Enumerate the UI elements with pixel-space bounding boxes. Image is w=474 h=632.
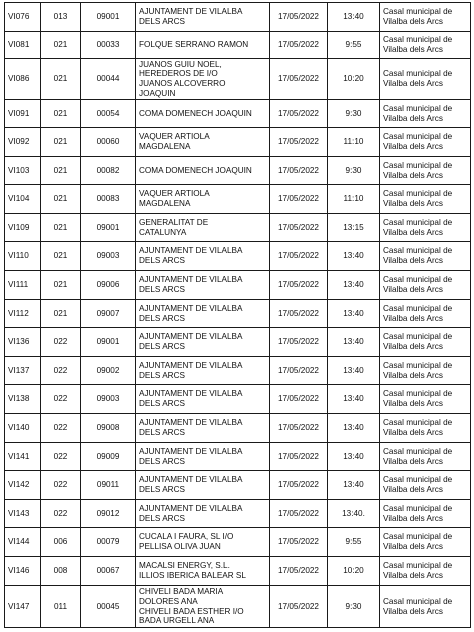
cell-owner-line: AJUNTAMENT DE VILALBA [139, 360, 243, 370]
cell-owner-line: PELLISA OLIVA JUAN [139, 542, 221, 551]
cell-poligon: 021 [41, 185, 81, 214]
cell-place-line: Casal municipal de [383, 503, 453, 513]
cell-owner [136, 586, 270, 628]
cell-owner-line: DELS ARCS [139, 370, 185, 380]
cell-time: 13:40 [328, 328, 380, 357]
cell-parcel: 09012 [81, 500, 136, 528]
cell-owner [136, 500, 270, 528]
cell-parcel: 00083 [81, 185, 136, 214]
cell-place-line: Vilalba dels Arcs [383, 199, 443, 208]
cell-owner-line: DELS ARCS [139, 342, 185, 351]
cell-place-line: Casal municipal de [383, 596, 453, 606]
cell-place-line: Casal municipal de [383, 7, 453, 17]
cell-poligon: 021 [41, 271, 81, 300]
cell-time: 13:40 [328, 300, 380, 328]
cell-date: 17/05/2022 [270, 357, 328, 385]
cell-time: 9:30 [328, 100, 380, 128]
cell-code: VI103 [5, 157, 41, 185]
cell-time: 9:55 [328, 32, 380, 59]
cell-place-line: Vilalba dels Arcs [383, 542, 443, 551]
cell-time: 9:30 [328, 586, 380, 628]
cell-date: 17/05/2022 [270, 443, 328, 471]
cell-owner-line: AJUNTAMENT DE VILALBA [139, 332, 243, 342]
cell-place-line: Casal municipal de [383, 160, 453, 170]
cell-date: 17/05/2022 [270, 557, 328, 586]
cell-code: VI111 [5, 271, 41, 300]
cell-owner-line: AJUNTAMENT DE VILALBA [139, 246, 243, 256]
cell-owner [136, 100, 270, 128]
cell-place [380, 32, 471, 59]
table-row [5, 528, 471, 557]
table-row [5, 32, 471, 59]
cell-time: 13:40 [328, 443, 380, 471]
cell-place-line: Vilalba dels Arcs [383, 227, 443, 237]
table-row [5, 586, 471, 628]
cell-place [380, 300, 471, 328]
table-row [5, 185, 471, 214]
cell-owner-line: AJUNTAMENT DE VILALBA [139, 275, 243, 285]
cell-place [380, 586, 471, 628]
cell-time: 13:40. [328, 500, 380, 528]
cell-poligon: 021 [41, 300, 81, 328]
cell-date: 17/05/2022 [270, 414, 328, 443]
cell-date: 17/05/2022 [270, 157, 328, 185]
cell-poligon: 022 [41, 443, 81, 471]
cell-poligon: 021 [41, 59, 81, 100]
cell-poligon: 022 [41, 500, 81, 528]
cell-parcel: 00082 [81, 157, 136, 185]
cell-time: 10:20 [328, 59, 380, 100]
cell-time: 13:40 [328, 471, 380, 500]
table-row [5, 500, 471, 528]
cell-place-line: Casal municipal de [383, 103, 453, 113]
cell-code: VI137 [5, 357, 41, 385]
cell-owner [136, 3, 270, 32]
table-row [5, 443, 471, 471]
cell-code: VI112 [5, 300, 41, 328]
cell-time: 10:20 [328, 557, 380, 586]
cell-owner-line: MAGDALENA [139, 142, 191, 151]
cell-place-line: Vilalba dels Arcs [383, 428, 443, 437]
cell-owner [136, 157, 270, 185]
cell-poligon: 021 [41, 100, 81, 128]
cell-owner [136, 557, 270, 586]
cell-date: 17/05/2022 [270, 500, 328, 528]
cell-place-line: Vilalba dels Arcs [383, 113, 443, 123]
cell-time: 11:10 [328, 185, 380, 214]
cell-owner-line: JUANOS ALCOVERRO [139, 79, 226, 88]
cell-code: VI142 [5, 471, 41, 500]
cell-date: 17/05/2022 [270, 300, 328, 328]
table-row [5, 557, 471, 586]
cell-code: VI109 [5, 214, 41, 242]
cell-place [380, 328, 471, 357]
cell-place-line: Casal municipal de [383, 217, 453, 227]
cell-place-line: Vilalba dels Arcs [383, 256, 443, 265]
cell-parcel: 00079 [81, 528, 136, 557]
cell-owner [136, 128, 270, 157]
cell-place-line: Vilalba dels Arcs [383, 606, 443, 616]
cell-parcel: 00054 [81, 100, 136, 128]
cell-date: 17/05/2022 [270, 471, 328, 500]
cell-place-line: Vilalba dels Arcs [383, 456, 443, 466]
cell-place-line: Casal municipal de [383, 303, 453, 313]
cell-code: VI092 [5, 128, 41, 157]
cell-poligon: 021 [41, 157, 81, 185]
cell-owner-line: DELS ARCS [139, 256, 185, 265]
cell-poligon: 021 [41, 32, 81, 59]
cell-owner-line: AJUNTAMENT DE VILALBA [139, 446, 243, 456]
cell-place [380, 185, 471, 214]
cell-parcel: 09008 [81, 414, 136, 443]
cell-parcel: 00045 [81, 586, 136, 628]
cell-code: VI147 [5, 586, 41, 628]
cell-owner-line: MAGDALENA [139, 199, 191, 208]
cell-owner-line: MACALSI ENERGY, S.L. [139, 561, 230, 571]
cell-place-line: Vilalba dels Arcs [383, 513, 443, 523]
cell-owner [136, 385, 270, 414]
cell-code: VI076 [5, 3, 41, 32]
cell-place [380, 271, 471, 300]
cell-place [380, 385, 471, 414]
cell-place-line: Vilalba dels Arcs [383, 142, 443, 151]
cell-place [380, 557, 471, 586]
table-row [5, 100, 471, 128]
table-row [5, 271, 471, 300]
cell-place-line: Vilalba dels Arcs [383, 170, 443, 180]
cell-owner-line: DELS ARCS [139, 456, 185, 466]
cell-owner-line: DELS ARCS [139, 428, 185, 437]
cell-poligon: 013 [41, 3, 81, 32]
cell-place-line: Vilalba dels Arcs [383, 45, 443, 54]
cell-date: 17/05/2022 [270, 59, 328, 100]
cell-time: 13:40 [328, 242, 380, 271]
cell-owner-line: DELS ARCS [139, 513, 185, 523]
cell-code: VI146 [5, 557, 41, 586]
cell-parcel: 09001 [81, 3, 136, 32]
cell-place-line: Casal municipal de [383, 446, 453, 456]
cell-parcel: 00060 [81, 128, 136, 157]
cell-owner [136, 414, 270, 443]
table-row [5, 471, 471, 500]
table-row [5, 357, 471, 385]
cell-place-line: Casal municipal de [383, 69, 453, 79]
cell-date: 17/05/2022 [270, 242, 328, 271]
cell-owner [136, 271, 270, 300]
cell-owner-line: CHIVELI BADA ESTHER I/O [139, 606, 244, 616]
cell-owner-line: VAQUER ARTIOLA [139, 132, 210, 142]
cell-place-line: Vilalba dels Arcs [383, 342, 443, 351]
cell-place-line: Vilalba dels Arcs [383, 17, 443, 26]
cell-owner-line: COMA DOMENECH JOAQUIN [139, 165, 252, 175]
table-row [5, 128, 471, 157]
parcel-citation-table [4, 2, 471, 628]
cell-code: VI104 [5, 185, 41, 214]
cell-place [380, 157, 471, 185]
cell-owner-line: DELS ARCS [139, 399, 185, 408]
cell-time: 11:10 [328, 128, 380, 157]
cell-place-line: Casal municipal de [383, 246, 453, 256]
cell-parcel: 09002 [81, 357, 136, 385]
cell-owner-line: AJUNTAMENT DE VILALBA [139, 303, 243, 313]
cell-place [380, 3, 471, 32]
cell-parcel: 09003 [81, 385, 136, 414]
cell-place [380, 100, 471, 128]
table-row [5, 414, 471, 443]
cell-owner [136, 357, 270, 385]
cell-poligon: 022 [41, 385, 81, 414]
cell-owner-line: CUCALA I FAURA, SL I/O [139, 532, 234, 542]
cell-place-line: Vilalba dels Arcs [383, 370, 443, 380]
cell-place-line: Casal municipal de [383, 360, 453, 370]
cell-owner [136, 300, 270, 328]
cell-owner [136, 328, 270, 357]
cell-date: 17/05/2022 [270, 185, 328, 214]
cell-place-line: Casal municipal de [383, 275, 453, 285]
cell-owner-line: DELS ARCS [139, 285, 185, 294]
cell-time: 13:40 [328, 3, 380, 32]
cell-place [380, 471, 471, 500]
cell-owner-line: AJUNTAMENT DE VILALBA [139, 503, 243, 513]
cell-owner-line: COMA DOMENECH JOAQUIN [139, 108, 252, 118]
cell-place-line: Vilalba dels Arcs [383, 571, 443, 580]
cell-owner-line: AJUNTAMENT DE VILALBA [139, 475, 243, 485]
cell-time: 13:15 [328, 214, 380, 242]
cell-code: VI081 [5, 32, 41, 59]
cell-parcel: 09009 [81, 443, 136, 471]
cell-poligon: 021 [41, 242, 81, 271]
cell-place-line: Vilalba dels Arcs [383, 285, 443, 294]
cell-owner-line: VAQUER ARTIOLA [139, 189, 210, 199]
cell-time: 13:40 [328, 271, 380, 300]
cell-code: VI086 [5, 59, 41, 100]
cell-place-line: Casal municipal de [383, 389, 453, 399]
cell-poligon: 011 [41, 586, 81, 628]
cell-owner [136, 214, 270, 242]
cell-parcel: 09001 [81, 328, 136, 357]
table-row [5, 300, 471, 328]
cell-poligon: 022 [41, 328, 81, 357]
cell-code: VI091 [5, 100, 41, 128]
cell-owner-line: FOLQUE SERRANO RAMON [139, 40, 249, 50]
cell-date: 17/05/2022 [270, 100, 328, 128]
cell-poligon: 022 [41, 471, 81, 500]
cell-owner-line: AJUNTAMENT DE VILALBA [139, 7, 243, 17]
cell-code: VI143 [5, 500, 41, 528]
cell-date: 17/05/2022 [270, 32, 328, 59]
cell-place-line: Casal municipal de [383, 35, 453, 45]
cell-owner-line: JOAQUIN [139, 88, 176, 98]
cell-owner-line: JUANOS GUIU NOEL, [139, 59, 222, 69]
cell-owner-line: GENERALITAT DE [139, 217, 209, 227]
cell-place-line: Vilalba dels Arcs [383, 485, 443, 494]
cell-place-line: Vilalba dels Arcs [383, 79, 443, 88]
cell-parcel: 09001 [81, 214, 136, 242]
cell-place-line: Casal municipal de [383, 475, 453, 485]
cell-owner-line: HEREDEROS DE I/O [139, 69, 218, 79]
table-row [5, 157, 471, 185]
cell-owner-line: DELS ARCS [139, 485, 185, 494]
cell-date: 17/05/2022 [270, 586, 328, 628]
cell-place [380, 414, 471, 443]
cell-place [380, 214, 471, 242]
cell-date: 17/05/2022 [270, 214, 328, 242]
cell-owner-line: BADA URGELL ANA [139, 616, 215, 626]
cell-time: 9:55 [328, 528, 380, 557]
cell-place [380, 242, 471, 271]
cell-time: 13:40 [328, 357, 380, 385]
cell-parcel: 00067 [81, 557, 136, 586]
cell-place [380, 59, 471, 100]
cell-owner [136, 242, 270, 271]
table-row [5, 385, 471, 414]
cell-poligon: 008 [41, 557, 81, 586]
cell-place [380, 528, 471, 557]
cell-poligon: 021 [41, 214, 81, 242]
cell-owner-line: AJUNTAMENT DE VILALBA [139, 418, 243, 428]
cell-owner-line: ILLIOS IBERICA BALEAR SL [139, 571, 246, 580]
table-row [5, 328, 471, 357]
cell-date: 17/05/2022 [270, 271, 328, 300]
cell-place-line: Vilalba dels Arcs [383, 313, 443, 323]
cell-time: 13:40 [328, 385, 380, 414]
cell-place [380, 357, 471, 385]
cell-date: 17/05/2022 [270, 128, 328, 157]
cell-parcel: 00044 [81, 59, 136, 100]
cell-owner [136, 443, 270, 471]
cell-place-line: Casal municipal de [383, 532, 453, 542]
cell-time: 13:40 [328, 414, 380, 443]
cell-code: VI144 [5, 528, 41, 557]
cell-time: 9:30 [328, 157, 380, 185]
cell-code: VI141 [5, 443, 41, 471]
cell-parcel: 00033 [81, 32, 136, 59]
cell-poligon: 022 [41, 357, 81, 385]
table-row [5, 214, 471, 242]
cell-date: 17/05/2022 [270, 528, 328, 557]
cell-poligon: 006 [41, 528, 81, 557]
cell-owner-line: DELS ARCS [139, 17, 185, 26]
cell-owner-line: AJUNTAMENT DE VILALBA [139, 389, 243, 399]
cell-owner [136, 59, 270, 100]
cell-place [380, 500, 471, 528]
cell-owner-line: CHIVELI BADA MARIA [139, 587, 224, 597]
cell-code: VI140 [5, 414, 41, 443]
cell-code: VI136 [5, 328, 41, 357]
cell-date: 17/05/2022 [270, 3, 328, 32]
cell-place-line: Casal municipal de [383, 561, 453, 571]
cell-owner-line: DOLORES ANA [139, 596, 198, 606]
cell-place-line: Casal municipal de [383, 189, 453, 199]
cell-owner [136, 185, 270, 214]
cell-poligon: 021 [41, 128, 81, 157]
cell-place-line: Casal municipal de [383, 332, 453, 342]
cell-place [380, 128, 471, 157]
cell-date: 17/05/2022 [270, 385, 328, 414]
cell-poligon: 022 [41, 414, 81, 443]
cell-date: 17/05/2022 [270, 328, 328, 357]
table-body [5, 3, 471, 628]
cell-owner-line: CATALUNYA [139, 227, 187, 237]
table-row [5, 59, 471, 100]
cell-code: VI110 [5, 242, 41, 271]
cell-code: VI138 [5, 385, 41, 414]
cell-owner [136, 32, 270, 59]
cell-parcel: 09011 [81, 471, 136, 500]
cell-owner [136, 471, 270, 500]
table-row [5, 242, 471, 271]
cell-parcel: 09003 [81, 242, 136, 271]
cell-place-line: Casal municipal de [383, 418, 453, 428]
cell-place-line: Vilalba dels Arcs [383, 399, 443, 408]
cell-owner-line: DELS ARCS [139, 313, 185, 323]
cell-parcel: 09006 [81, 271, 136, 300]
table-row [5, 3, 471, 32]
cell-place-line: Casal municipal de [383, 132, 453, 142]
cell-place [380, 443, 471, 471]
cell-owner [136, 528, 270, 557]
cell-parcel: 09007 [81, 300, 136, 328]
